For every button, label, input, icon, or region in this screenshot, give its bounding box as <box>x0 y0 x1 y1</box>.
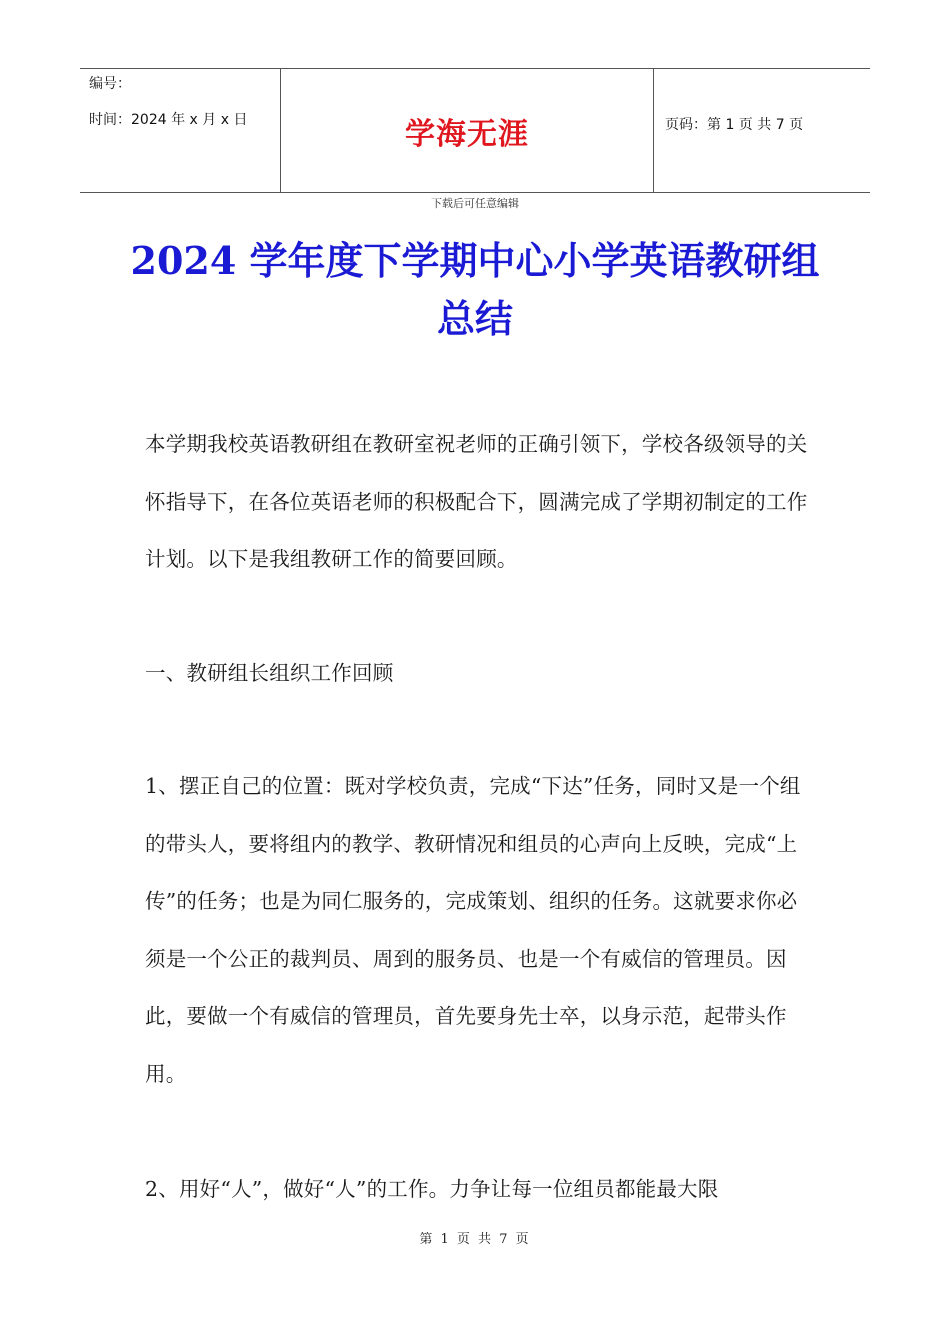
section-heading-1: 一、教研组长组织工作回顾 <box>145 661 394 685</box>
header-right-cell <box>654 69 870 192</box>
list-item-1-paragraph: 1、摆正自己的位置：既对学校负责，完成“下达”任务，同时又是一个组的带头人，要将组内的教学、教研情况和组员的心声向上反映，完成“上传”的任务；也是为同仁服务的，完成策划、组织的任务。这就要求你必须是一个公正的裁判员、周到的服务员、也是一个有威信的管理员。因此，要做一个有威信的管理员，首先要身先士卒，以身示范，起带头作用。 <box>145 774 801 1086</box>
document-title: 2024 学年度下学期中心小学英语教研组总结 <box>130 238 820 341</box>
document-header-table <box>80 68 870 193</box>
download-note: 下载后可任意编辑 <box>431 197 519 210</box>
page-footer: 第 1 页 共 7 页 <box>419 1232 531 1247</box>
brand-logo-text: 学海无涯 <box>405 116 529 152</box>
document-code-label: 编号： <box>89 76 131 92</box>
document-time-label: 时间：2024 年 x 月 x 日 <box>89 112 248 128</box>
header-center-cell <box>281 69 654 192</box>
list-item-2-paragraph: 2、用好“人”，做好“人”的工作。力争让每一位组员都能最大限 <box>145 1177 719 1201</box>
page-number-label: 页码：第 1 页 共 7 页 <box>665 117 804 133</box>
header-left-cell <box>80 69 281 192</box>
intro-paragraph: 本学期我校英语教研组在教研室祝老师的正确引领下，学校各级领导的关怀指导下，在各位英语老师的积极配合下，圆满完成了学期初制定的工作计划。以下是我组教研工作的简要回顾。 <box>145 432 808 571</box>
